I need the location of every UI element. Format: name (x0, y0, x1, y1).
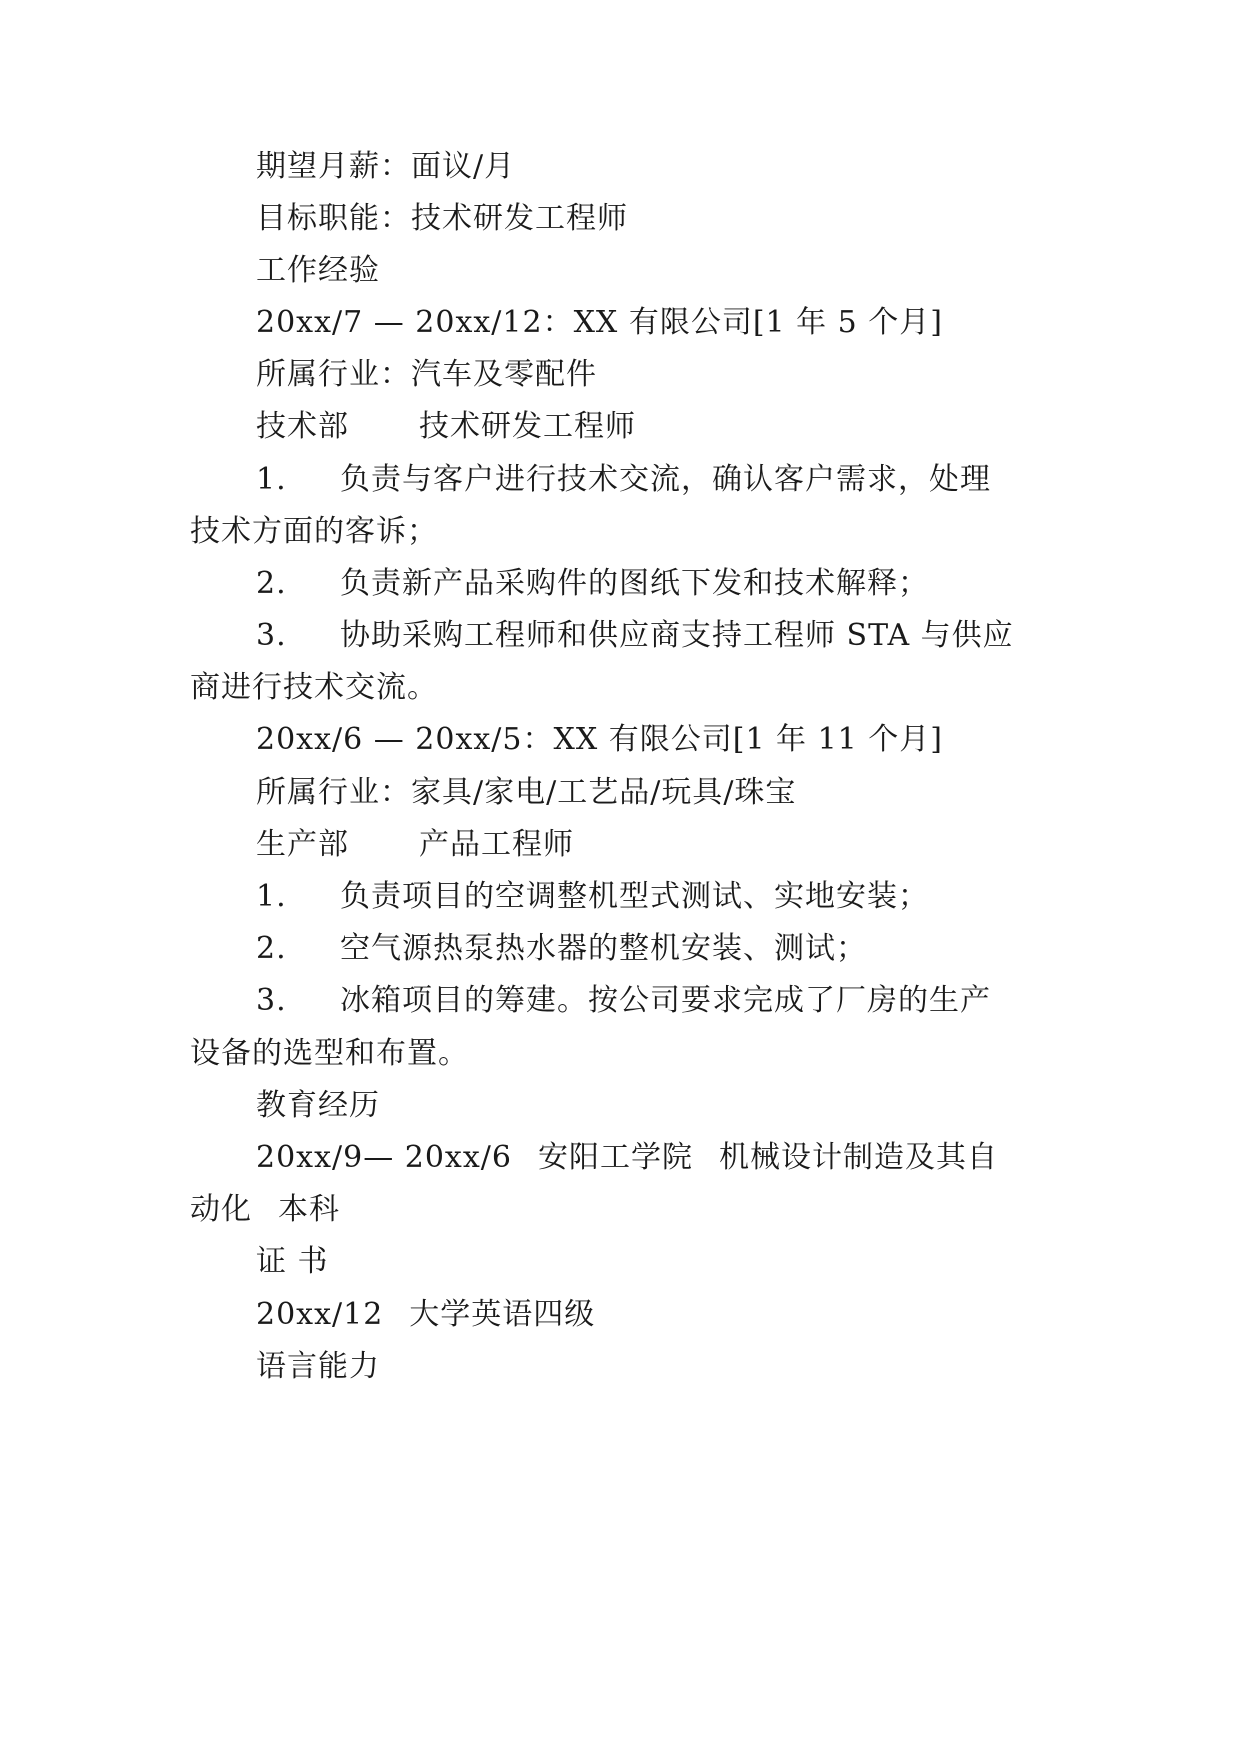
job-1-period: 20xx/7 — 20xx/12：XX 有限公司[1 年 5 个月] (256, 305, 944, 340)
education-entry-cont (190, 1190, 340, 1230)
duty-number: 3. (256, 618, 287, 653)
education-school: 安阳工学院 (537, 1140, 693, 1175)
certificate-date: 20xx/12 (256, 1297, 384, 1332)
education-major-cont: 动化 (190, 1192, 252, 1227)
target-role: 目标职能：技术研发工程师 (256, 201, 628, 236)
education-entry (256, 1138, 998, 1178)
job-2-title: 产品工程师 (419, 827, 574, 862)
job-2-duty-3-cont: 设备的选型和布置。 (190, 1036, 469, 1071)
job-2-duty-3 (256, 981, 991, 1021)
job-2-period: 20xx/6 — 20xx/5：XX 有限公司[1 年 11 个月] (256, 722, 944, 757)
job-1-title: 技术研发工程师 (419, 409, 636, 444)
duty-text: 协助采购工程师和供应商支持工程师 STA 与供应 (340, 618, 1014, 653)
education-degree: 本科 (278, 1192, 340, 1227)
language-heading: 语言能力 (256, 1349, 380, 1384)
education-major: 机械设计制造及其自 (718, 1140, 998, 1175)
duty-text: 空气源热泵热水器的整机安装、测试； (340, 931, 867, 966)
job-1-duty-3-cont: 商进行技术交流。 (190, 670, 438, 705)
duty-number: 1. (256, 879, 287, 914)
duty-number: 2. (256, 931, 287, 966)
duty-number: 2. (256, 566, 287, 601)
duty-text: 负责与客户进行技术交流，确认客户需求，处理 (340, 462, 991, 497)
job-1-duty-2 (256, 564, 929, 604)
job-1-dept: 技术部 (256, 409, 349, 444)
job-2-dept-title (256, 825, 574, 865)
certificate-entry (256, 1295, 595, 1335)
certificate-heading: 证 书 (256, 1244, 329, 1279)
job-1-duty-3 (256, 616, 1014, 656)
job-1-industry: 所属行业：汽车及零配件 (256, 357, 597, 392)
duty-number: 1. (256, 462, 287, 497)
job-1-dept-title (256, 407, 636, 447)
duty-text: 负责新产品采购件的图纸下发和技术解释； (340, 566, 929, 601)
job-2-duty-2 (256, 929, 867, 969)
job-2-dept: 生产部 (256, 827, 349, 862)
job-2-industry: 所属行业：家具/家电/工艺品/玩具/珠宝 (256, 775, 797, 810)
education-heading: 教育经历 (256, 1088, 380, 1123)
job-1-duty-1-cont: 技术方面的客诉； (190, 514, 438, 549)
certificate-name: 大学英语四级 (409, 1297, 596, 1332)
duty-number: 3. (256, 983, 287, 1018)
work-experience-heading: 工作经验 (256, 253, 380, 288)
duty-text: 冰箱项目的筹建。按公司要求完成了厂房的生产 (340, 983, 991, 1018)
expected-salary: 期望月薪：面议/月 (256, 149, 516, 184)
duty-text: 负责项目的空调整机型式测试、实地安装； (340, 879, 929, 914)
education-period: 20xx/9— 20xx/6 (256, 1140, 512, 1175)
job-2-duty-1 (256, 877, 929, 917)
job-1-duty-1 (256, 460, 991, 500)
